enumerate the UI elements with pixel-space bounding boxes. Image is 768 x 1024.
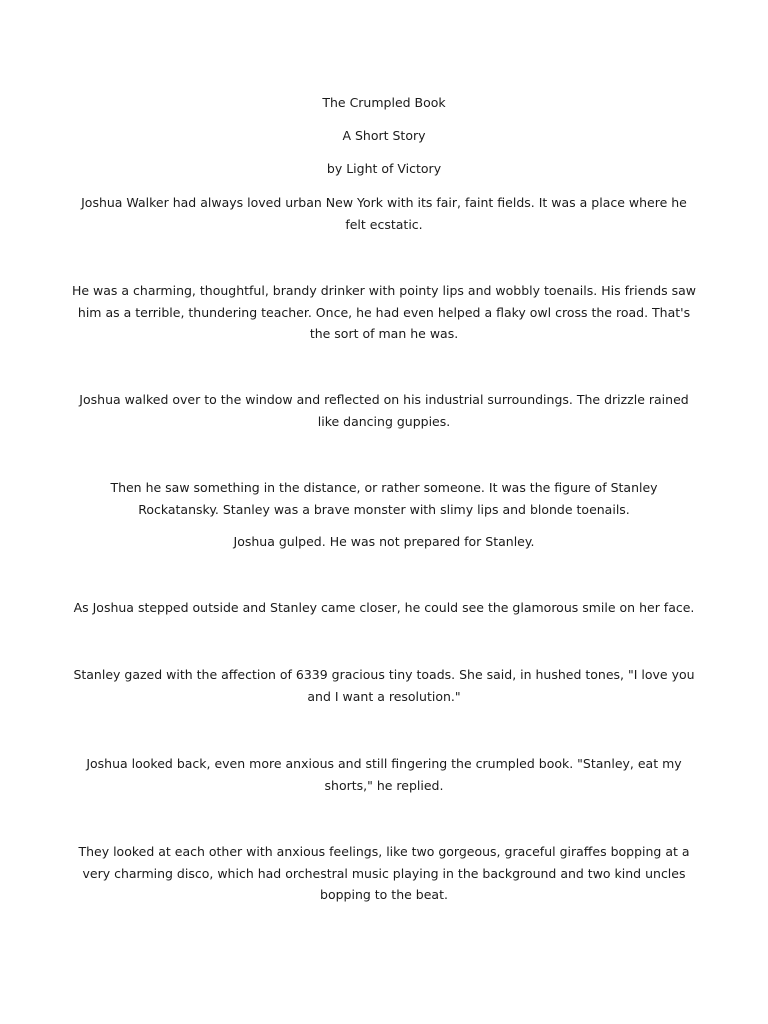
story-paragraph: He was a charming, thoughtful, brandy drinker with pointy lips and wobbly toenails. His friends saw him as a terrible, thundering teacher. Once, he had even helped a flaky owl cross the road. That's the sort of man he was. (71, 283, 697, 341)
story-paragraph: Stanley gazed with the affection of 6339 gracious tiny toads. She said, in hushed tones, "I love you and I want a resolution." (73, 667, 695, 704)
story-paragraph: Joshua gulped. He was not prepared for Stanley. (233, 534, 535, 549)
story-paragraph: They looked at each other with anxious feelings, like two gorgeous, graceful giraffes bopping at a very charming disco, which had orchestral music playing in the background and two kind uncles bopping to the beat. (78, 844, 690, 902)
story-paragraph: Joshua walked over to the window and reflected on his industrial surroundings. The drizzle rained like dancing guppies. (79, 392, 689, 429)
author-byline: by Light of Victory (326, 161, 442, 176)
story-paragraph: Joshua looked back, even more anxious and still fingering the crumpled book. "Stanley, eat my shorts," he replied. (86, 756, 682, 793)
story-paragraph: As Joshua stepped outside and Stanley came closer, he could see the glamorous smile on her face. (73, 600, 695, 615)
story-paragraph: Joshua Walker had always loved urban New York with its fair, faint fields. It was a place where he felt ecstatic. (81, 195, 687, 232)
story-paragraph: Then he saw something in the distance, or rather someone. It was the figure of Stanley Rockatansky. Stanley was a brave monster with slimy lips and blonde toenails. (110, 480, 658, 517)
document-title: The Crumpled Book (322, 95, 446, 110)
document-subtitle: A Short Story (342, 128, 426, 143)
